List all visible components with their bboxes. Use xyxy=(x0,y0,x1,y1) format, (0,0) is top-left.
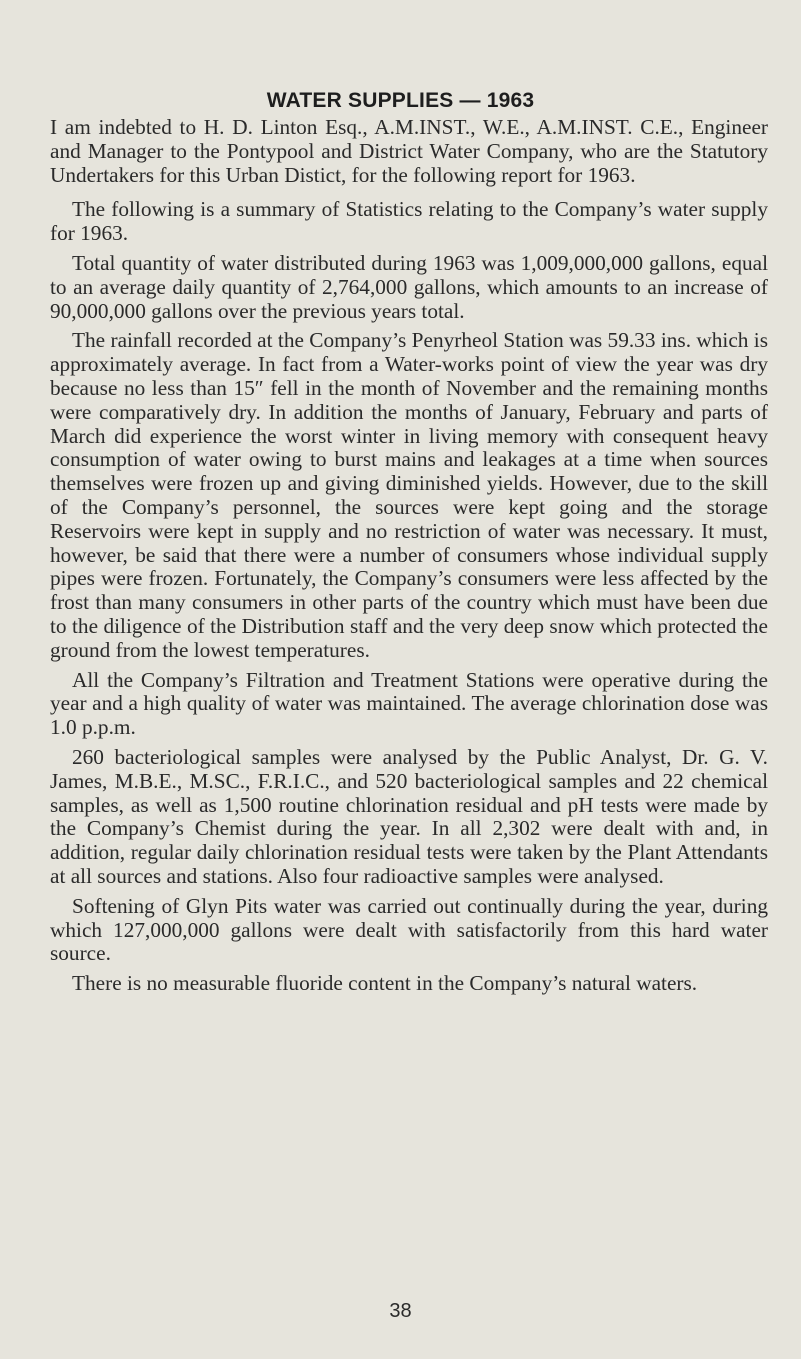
paragraph-fluoride: There is no measurable fluoride content in the Company’s natural waters. xyxy=(72,971,698,996)
page-number: 38 xyxy=(389,1300,412,1322)
paragraph-summary-intro: The following is a summary of Statistics relating to the Company’s water supply for 1963. xyxy=(50,197,768,246)
paragraph-softening: Softening of Glyn Pits water was carried out continually during the year, during which 127,000,000 gallons were dealt with satisfactorily from this hard water source. xyxy=(50,893,768,966)
page-title: WATER SUPPLIES — 1963 xyxy=(266,89,535,112)
paragraph-filtration: All the Company’s Filtration and Treatment Stations were operative during the year and a high quality of water was maintained. The average chlorination dose was 1.0 p.p.m. xyxy=(50,667,768,740)
paragraph-total-quantity: Total quantity of water distributed during 1963 was 1,009,000,000 gallons, equal to an average daily quantity of 2,764,000 gallons, which amounts to an increase of 90,000,000 gallons over the previous years total. xyxy=(50,250,768,323)
document-body xyxy=(50,116,768,996)
paragraph-acknowledgement: I am indebted to H. D. Linton Esq., A.M.INST., W.E., A.M.INST. C.E., Engineer and Manager to the Pontypool and District Water Company, who are the Statutory Undertakers for this Urban Distict, for the following report for 1963. xyxy=(50,115,768,187)
paragraph-rainfall: The rainfall recorded at the Company’s Penyrheol Station was 59.33 ins. which is approximately average. In fact from a Water-works point of view the year was dry because no less than 15″ fell in the month of November and the remaining months were comparatively dry. In addition the months of January, February and parts of March did experience the worst winter in living memory with consequent heavy consumption of water owing to burst mains and leakages at a time when sources themselves were frozen up and giving diminished yields. However, due to the skill of the Company’s personnel, the sources were kept going and the storage Reservoirs were kept in supply and no restriction of water was necessary. It must, however, be said that there were a number of consumers whose individual supply pipes were frozen. Fortunately, the Company’s consumers were less affected by the frost than many consumers in other parts of the country which must have been due to the diligence of the Distribution staff and the very deep snow which protected the ground from the lowest temperatures. xyxy=(50,328,768,662)
paragraph-samples: 260 bacteriological samples were analysed by the Public Analyst, Dr. G. V. James, M.B.E., M.SC., F.R.I.C., and 520 bacteriological samples and 22 chemical samples, as well as 1,500 routine chlorination residual and pH tests were made by the Company’s Chemist during the year. In all 2,302 were dealt with and, in addition, regular daily chlorination residual tests were taken by the Plant Attendants at all sources and stations. Also four radioactive samples were analysed. xyxy=(50,744,768,888)
